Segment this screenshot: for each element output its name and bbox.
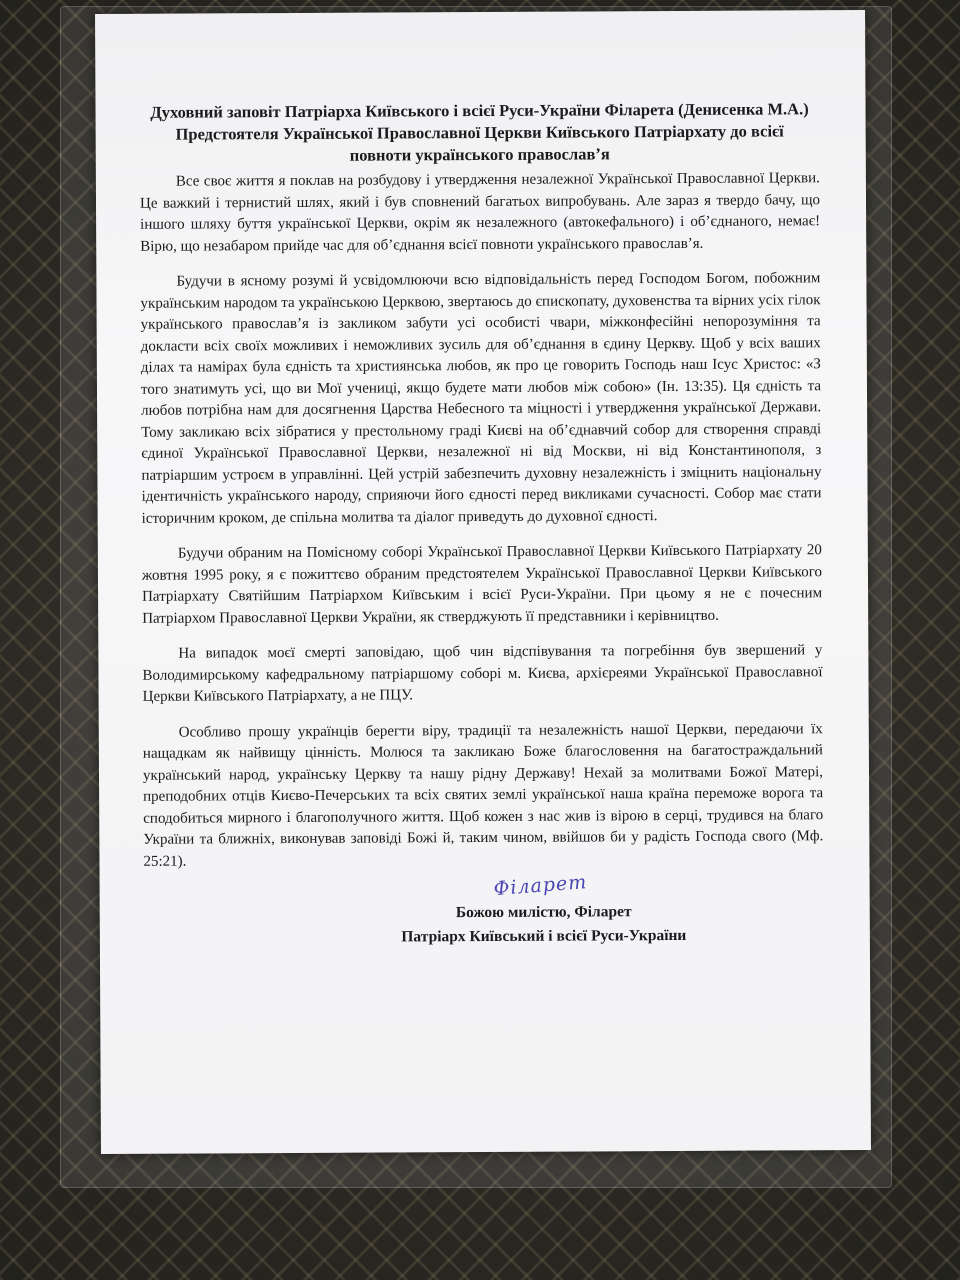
paragraph-2: Будучи в ясному розумі й усвідомлюючи всю відповідальність перед Господом Богом, побожним українським народом та українською Церквою, звертаюсь до єпископату, духовенства та вірних усіх гілок українського православ’я із закликом забути усі особисті чвари, міжконфесійні непорозуміння та докласти всіх своїх можливих і неможливих зусиль для об’єднання в єдину Церкву. Щоб у всіх ваших ділах та намірах була єдність та християнська любов, як про це говорить Господь наш Ісус Христос: «З того знатимуть усі, що ви Мої учениці, якщо будете мати любов між собою» (Ін. 13:35). Ця єдність та любов потрібна нам для досягнення Царства Небесного та міцності і утвердження української Держави. Тому закликаю всіх зібратися у престольному граді Києві на об’єднавчий собор для створення справді єдиної Української Православної Церкви, незалежної ні від Москви, ні від Константинополя, з патріаршим устроєм в управлінні. Цей устрій забезпечить духовну незалежність і зміцнить національну ідентичність українського народу, сприяючи його єдності перед викликами сучасності. Собор має стати історичним кроком, де спільна молитва та діалог приведуть до духовної єдності. [140,270,822,527]
document-body [139,98,823,950]
document-title: Духовний заповіт Патріарха Київського і всієї Руси-України Філарета (Денисенка М.А.) Предстоятеля Української Православної Церкви Київського Патріархату до всієї повноти українського православ’я [150,99,809,165]
closing-line-2: Патріарх Київський і всієї Руси-України [401,926,687,945]
handwritten-signature: Філарет [492,871,588,901]
signature-block [264,899,824,950]
paragraph-5: Особливо прошу українців берегти віру, традиції та незалежність нашої Церкви, передаючи їх нащадкам як найвищу цінність. Молюся та закликаю Боже благословення на багатостраждальний український народ, українську Церкву та нашу рідну Державу! Нехай за молитвами Божої Матері, преподобних отців Києво-Печерських та всіх святих землі української наша країна переможе ворога та сподобиться мирного і благополучного життя. Щоб кожен з нас жив із вірою в серці, трудився на благо України та ближніх, виконував заповіді Божі й, таким чином, ввійшов би у радість Господа свого (Мф. 25:21). [142,720,824,870]
paragraph-3: Будучи обраним на Помісному соборі Української Православної Церкви Київського Патріархату 20 жовтня 1995 року, я є пожиттєво обраним предстоятелем Української Православної Церкви Київського Патріархату Святійшим Патріархом Київським і всієї Руси-України. При цьому я не є почесним Патріархом Православної Церкви України, як стверджують її представники і керівництво. [141,542,823,627]
paragraph-4: На випадок моєї смерті заповідаю, щоб чин відспівування та погребіння був звершений у Володимирському кафедральному патріаршому соборі м. Києва, архієреями Української Православної Церкви Київського Патріархату, а не ПЦУ. [142,642,823,705]
closing-line-1: Божою милістю, Філарет [455,902,632,921]
paragraph-1: Все своє життя я поклав на розбудову і утвердження незалежної Української Православної Церкви. Це важкий і тернистий шлях, який і був сповнений багатьох випробувань. Але зараз я твердо бачу, що іншого шляху буття української Церкви, окрім як незалежного (автокефального) і об’єднаного, немає! Вірю, що незабаром прийде час для об’єднання всієї повноти українського православ’я. [139,170,821,255]
document-page [95,10,871,1154]
